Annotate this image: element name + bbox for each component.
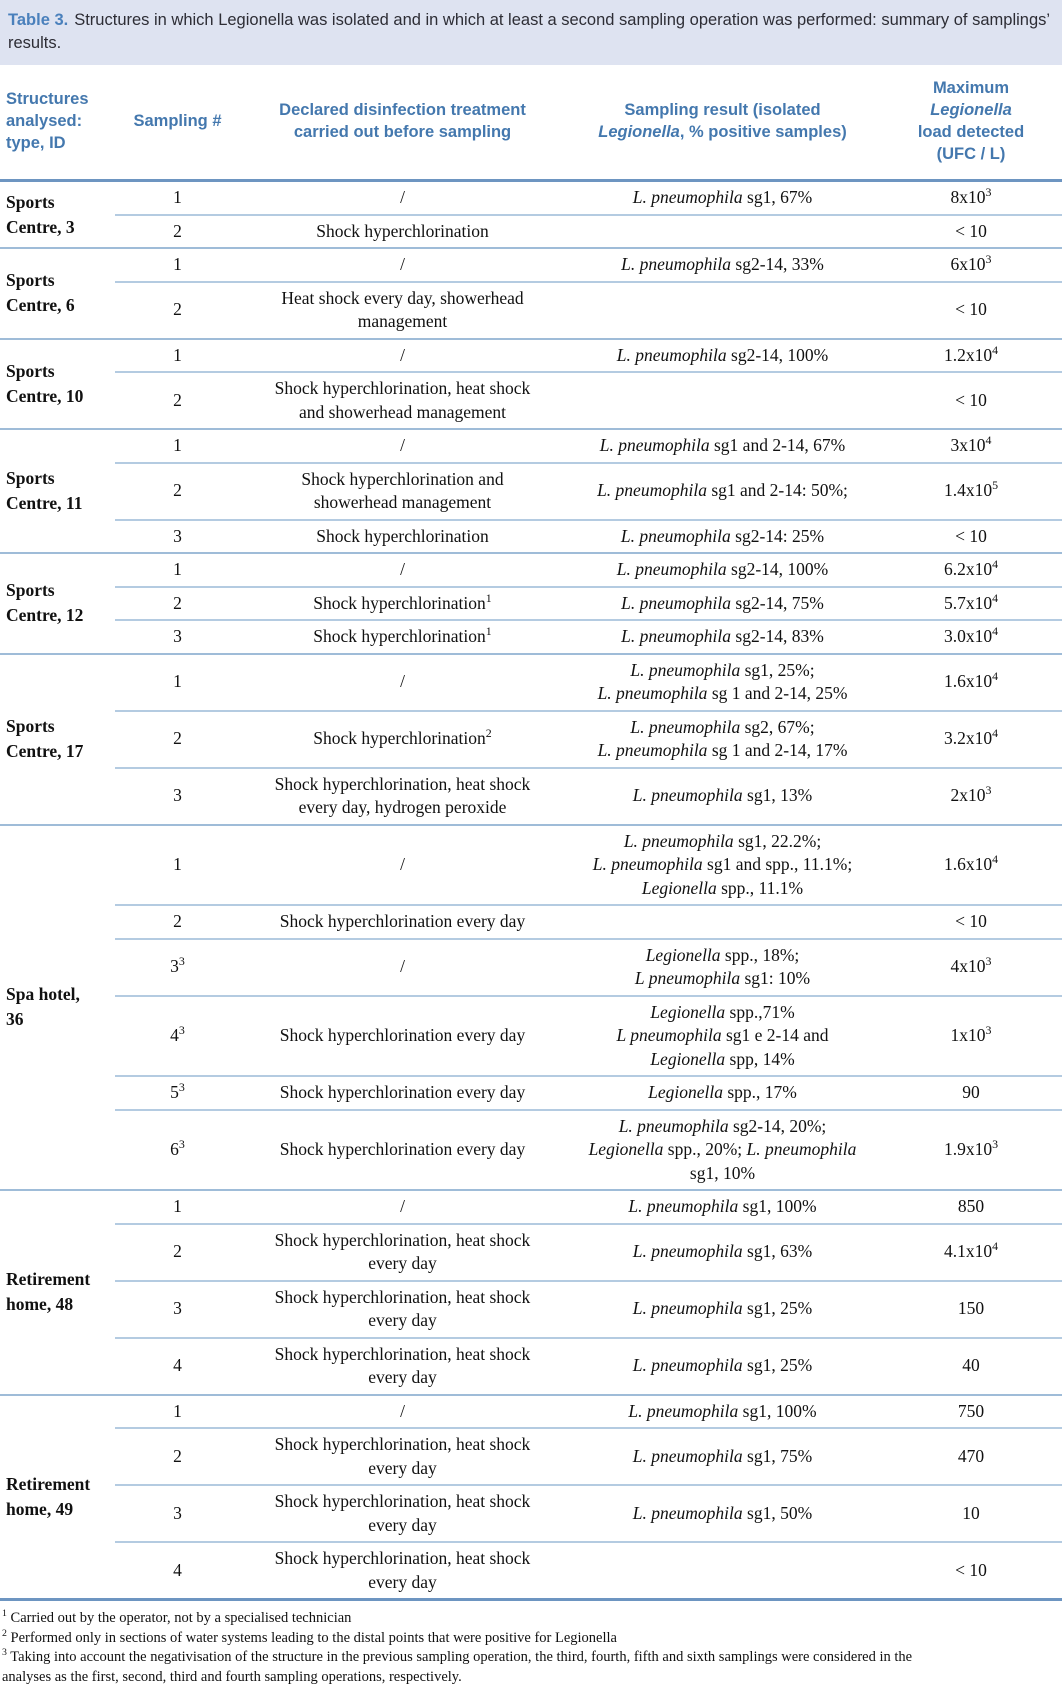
table-row (0, 215, 1062, 249)
treatment-cell: / (240, 939, 565, 996)
treatment-cell: Shock hyperchlorination$^1$ (240, 620, 565, 654)
structure-cell: Sports Centre, 12 (6, 580, 84, 626)
structure-group (0, 553, 1062, 654)
column-header-result: Sampling result (isolated Legionella, % positive samples) (598, 101, 847, 141)
table-row (0, 1224, 1062, 1281)
structure-group (0, 181, 1062, 249)
load-cell: $1x10^3$ (880, 996, 1062, 1077)
table-caption-label: Table 3. (8, 11, 69, 29)
result-cell: Legionella spp., 18%; L pneumophila sg1: 10% (565, 939, 880, 996)
load-cell: $4x10^3$ (880, 939, 1062, 996)
treatment-cell: / (400, 1400, 405, 1421)
sampling-cell: 3 (115, 520, 240, 554)
treatment-cell: / (400, 671, 405, 692)
footnotes (0, 1601, 1062, 1691)
treatment-cell: Shock hyperchlorination, heat shock every day (240, 1485, 565, 1542)
sampling-cell: 4 (115, 1542, 240, 1600)
sampling-cell: 3 (115, 1281, 240, 1338)
load-cell: $3.0x10^4$ (880, 620, 1062, 654)
treatment-cell: Shock hyperchlorination$^1$ (240, 587, 565, 621)
treatment-cell: Shock hyperchlorination (240, 215, 565, 249)
treatment-cell: / (400, 435, 405, 455)
table-row (0, 654, 1062, 711)
treatment-cell: Shock hyperchlorination, heat shock every day (240, 1428, 565, 1485)
result-cell: L. pneumophila sg2, 67%; L. pneumophila sg 1 and 2-14, 17% (565, 711, 880, 768)
table-row (0, 939, 1062, 996)
column-header-load: Maximum Legionella load detected (UFC / L) (917, 79, 1025, 163)
result-cell: L. pneumophila sg1, 100% (628, 1400, 817, 1421)
sampling-cell: 2 (115, 711, 240, 768)
load-cell: $1.2x10^4$ (943, 342, 999, 365)
treatment-cell: Shock hyperchlorination, heat shock and showerhead management (240, 372, 565, 429)
table-row (0, 711, 1062, 768)
treatment-cell: Shock hyperchlorination$^2$ (240, 711, 565, 768)
result-cell: L. pneumophila sg2-14, 100% (616, 559, 829, 579)
table-row (0, 463, 1062, 520)
table-row (0, 1110, 1062, 1191)
table-caption-text: Structures in which Legionella was isolated and in which at least a second sampling operation was performed: summary of samplings’ results. (8, 11, 1050, 52)
structure-group (0, 248, 1062, 339)
result-cell: L. pneumophila sg2-14, 33% (621, 254, 824, 274)
table-row (0, 587, 1062, 621)
structure-group (0, 654, 1062, 825)
sampling-cell: 2 (115, 1428, 240, 1485)
sampling-cell: $3^3$ (115, 939, 240, 996)
table-row (0, 1395, 1062, 1429)
sampling-cell: 2 (115, 1224, 240, 1281)
sampling-cell: 3 (115, 768, 240, 825)
structure-cell: Sports Centre, 10 (6, 360, 84, 406)
result-cell: L. pneumophila sg1, 75% (565, 1428, 880, 1485)
column-header-sampling: Sampling # (133, 112, 222, 130)
result-cell: Legionella spp., 17% (565, 1076, 880, 1110)
sampling-cell: 2 (115, 215, 240, 249)
sampling-cell: 1 (173, 344, 182, 365)
load-cell: < 10 (880, 372, 1062, 429)
load-cell: 850 (957, 1196, 985, 1216)
load-cell: $1.6x10^4$ (943, 669, 999, 692)
treatment-cell: Shock hyperchlorination every day (240, 996, 565, 1077)
sampling-cell: 1 (173, 435, 182, 455)
treatment-cell: Shock hyperchlorination, heat shock every day (240, 1281, 565, 1338)
samplings-results-table (0, 65, 1062, 1601)
result-cell: L. pneumophila sg1, 63% (565, 1224, 880, 1281)
sampling-cell: 1 (173, 1196, 182, 1216)
structure-cell: Spa hotel, 36 (6, 984, 80, 1030)
load-cell: < 10 (880, 1542, 1062, 1600)
load-cell: < 10 (880, 215, 1062, 249)
load-cell: $4.1x10^4$ (880, 1224, 1062, 1281)
table-caption (0, 0, 1062, 65)
sampling-cell: 4 (115, 1338, 240, 1395)
footnote-2: $^2$ Performed only in sections of water systems leading to the distal points that were positive for Legionella (2, 1627, 617, 1646)
sampling-cell: 2 (115, 905, 240, 939)
result-cell: L. pneumophila sg1, 67% (632, 187, 813, 207)
structure-cell: Retirement home, 48 (6, 1269, 91, 1315)
sampling-cell: 1 (173, 854, 182, 874)
load-cell: 40 (880, 1338, 1062, 1395)
result-cell (565, 1542, 880, 1600)
result-cell (565, 905, 880, 939)
result-cell: L. pneumophila sg1 and 2-14: 50%; (565, 463, 880, 520)
treatment-cell: / (400, 344, 405, 365)
result-cell: L. pneumophila sg1 and 2-14, 67% (599, 435, 846, 455)
sampling-cell: $4^3$ (115, 996, 240, 1077)
load-cell: < 10 (880, 520, 1062, 554)
sampling-cell: 1 (173, 559, 182, 579)
structure-group (0, 825, 1062, 1191)
table-row (0, 768, 1062, 825)
treatment-cell: Shock hyperchlorination every day (240, 1076, 565, 1110)
column-header-treatment: Declared disinfection treatment carried out before sampling (279, 101, 526, 141)
column-header-structures: Structures analysed: type, ID (6, 90, 89, 152)
structure-cell: Sports Centre, 17 (6, 716, 84, 761)
structure-group (0, 429, 1062, 553)
structure-cell: Sports Centre, 6 (6, 270, 75, 316)
load-cell: 150 (880, 1281, 1062, 1338)
result-cell: L. pneumophila sg1, 100% (628, 1196, 817, 1216)
result-cell: L. pneumophila sg1, 22.2%; L. pneumophila sg1 and spp., 11.1%; Legionella spp., 11.1% (592, 830, 853, 898)
treatment-cell: Shock hyperchlorination, heat shock every day (240, 1338, 565, 1395)
table-row (0, 996, 1062, 1077)
sampling-cell: $5^3$ (115, 1076, 240, 1110)
treatment-cell: Heat shock every day, showerhead management (240, 282, 565, 339)
table-header (0, 65, 1062, 181)
table-row (0, 1428, 1062, 1485)
structure-cell: Sports Centre, 11 (6, 468, 83, 513)
result-cell (565, 372, 880, 429)
load-cell: < 10 (880, 905, 1062, 939)
sampling-cell: 2 (115, 372, 240, 429)
result-cell (565, 215, 880, 249)
load-cell: $2x10^3$ (880, 768, 1062, 825)
table-row (0, 248, 1062, 282)
structure-cell: Retirement home, 49 (6, 1473, 91, 1519)
load-cell: 750 (957, 1400, 985, 1421)
sampling-cell: 2 (115, 587, 240, 621)
treatment-cell: Shock hyperchlorination every day (240, 1110, 565, 1191)
table-row (0, 620, 1062, 654)
table-row (0, 1485, 1062, 1542)
treatment-cell: Shock hyperchlorination, heat shock every day, hydrogen peroxide (240, 768, 565, 825)
result-cell: L. pneumophila sg1, 13% (565, 768, 880, 825)
result-cell: L. pneumophila sg2-14, 83% (565, 620, 880, 654)
result-cell: L. pneumophila sg1, 25% (565, 1338, 880, 1395)
structure-group (0, 339, 1062, 430)
result-cell: L. pneumophila sg2-14, 20%; Legionella spp., 20%; L. pneumophila sg1, 10% (565, 1110, 880, 1191)
result-cell: L. pneumophila sg1, 25%; L. pneumophila sg 1 and 2-14, 25% (597, 659, 848, 703)
sampling-cell: $6^3$ (115, 1110, 240, 1191)
load-cell: $8x10^3$ (950, 185, 992, 207)
sampling-cell: 3 (115, 620, 240, 654)
structure-group (0, 1190, 1062, 1395)
table-row (0, 1338, 1062, 1395)
load-cell: < 10 (880, 282, 1062, 339)
structure-group (0, 1395, 1062, 1600)
result-cell: L. pneumophila sg1, 50% (565, 1485, 880, 1542)
table-row (0, 372, 1062, 429)
treatment-cell: / (400, 1196, 405, 1216)
result-cell: L. pneumophila sg2-14, 75% (565, 587, 880, 621)
load-cell: $5.7x10^4$ (880, 587, 1062, 621)
treatment-cell: Shock hyperchlorination (240, 520, 565, 554)
treatment-cell: Shock hyperchlorination every day (240, 905, 565, 939)
table-row (0, 1076, 1062, 1110)
table-row (0, 1542, 1062, 1600)
result-cell: L. pneumophila sg2-14, 100% (616, 344, 829, 365)
treatment-cell: / (400, 187, 405, 207)
footnote-1: $^1$ Carried out by the operator, not by a specialised technician (2, 1608, 352, 1626)
load-cell: $1.6x10^4$ (943, 852, 999, 874)
load-cell: $1.9x10^3$ (880, 1110, 1062, 1191)
table-row (0, 905, 1062, 939)
load-cell: $6x10^3$ (950, 252, 992, 274)
load-cell: 10 (880, 1485, 1062, 1542)
load-cell: $6.2x10^4$ (943, 557, 999, 579)
load-cell: 90 (880, 1076, 1062, 1110)
result-cell: L. pneumophila sg2-14: 25% (565, 520, 880, 554)
table-row (0, 520, 1062, 554)
sampling-cell: 2 (115, 282, 240, 339)
structure-cell: Sports Centre, 3 (6, 191, 75, 237)
sampling-cell: 3 (115, 1485, 240, 1542)
treatment-cell: Shock hyperchlorination and showerhead management (240, 463, 565, 520)
table-row (0, 1281, 1062, 1338)
table-row (0, 825, 1062, 906)
sampling-cell: 1 (173, 1400, 182, 1421)
table-row (0, 553, 1062, 587)
sampling-cell: 1 (173, 671, 182, 692)
table-row (0, 1190, 1062, 1224)
load-cell: $1.4x10^5$ (880, 463, 1062, 520)
treatment-cell: Shock hyperchlorination, heat shock every day (240, 1224, 565, 1281)
footnote-3: $^3$ Taking into account the negativisation of the structure in the previous sampling operation, the third, fourth, fifth and sixth samplings were considered in the analyses as the first, second, third and fourth sampling operations, respectively. (2, 1647, 913, 1685)
load-cell: $3x10^4$ (950, 433, 992, 455)
sampling-cell: 2 (115, 463, 240, 520)
treatment-cell: / (400, 559, 405, 579)
table-row (0, 181, 1062, 215)
sampling-cell: 1 (173, 254, 182, 274)
table-row (0, 339, 1062, 373)
table-row (0, 282, 1062, 339)
result-cell (565, 282, 880, 339)
table-row (0, 429, 1062, 463)
result-cell: L. pneumophila sg1, 25% (565, 1281, 880, 1338)
treatment-cell: Shock hyperchlorination, heat shock every day (240, 1542, 565, 1600)
result-cell: Legionella spp.,71% L pneumophila sg1 e 2-14 and Legionella spp, 14% (565, 996, 880, 1077)
sampling-cell: 1 (173, 187, 182, 207)
load-cell: $3.2x10^4$ (880, 711, 1062, 768)
treatment-cell: / (400, 254, 405, 274)
load-cell: 470 (880, 1428, 1062, 1485)
treatment-cell: / (400, 854, 405, 874)
